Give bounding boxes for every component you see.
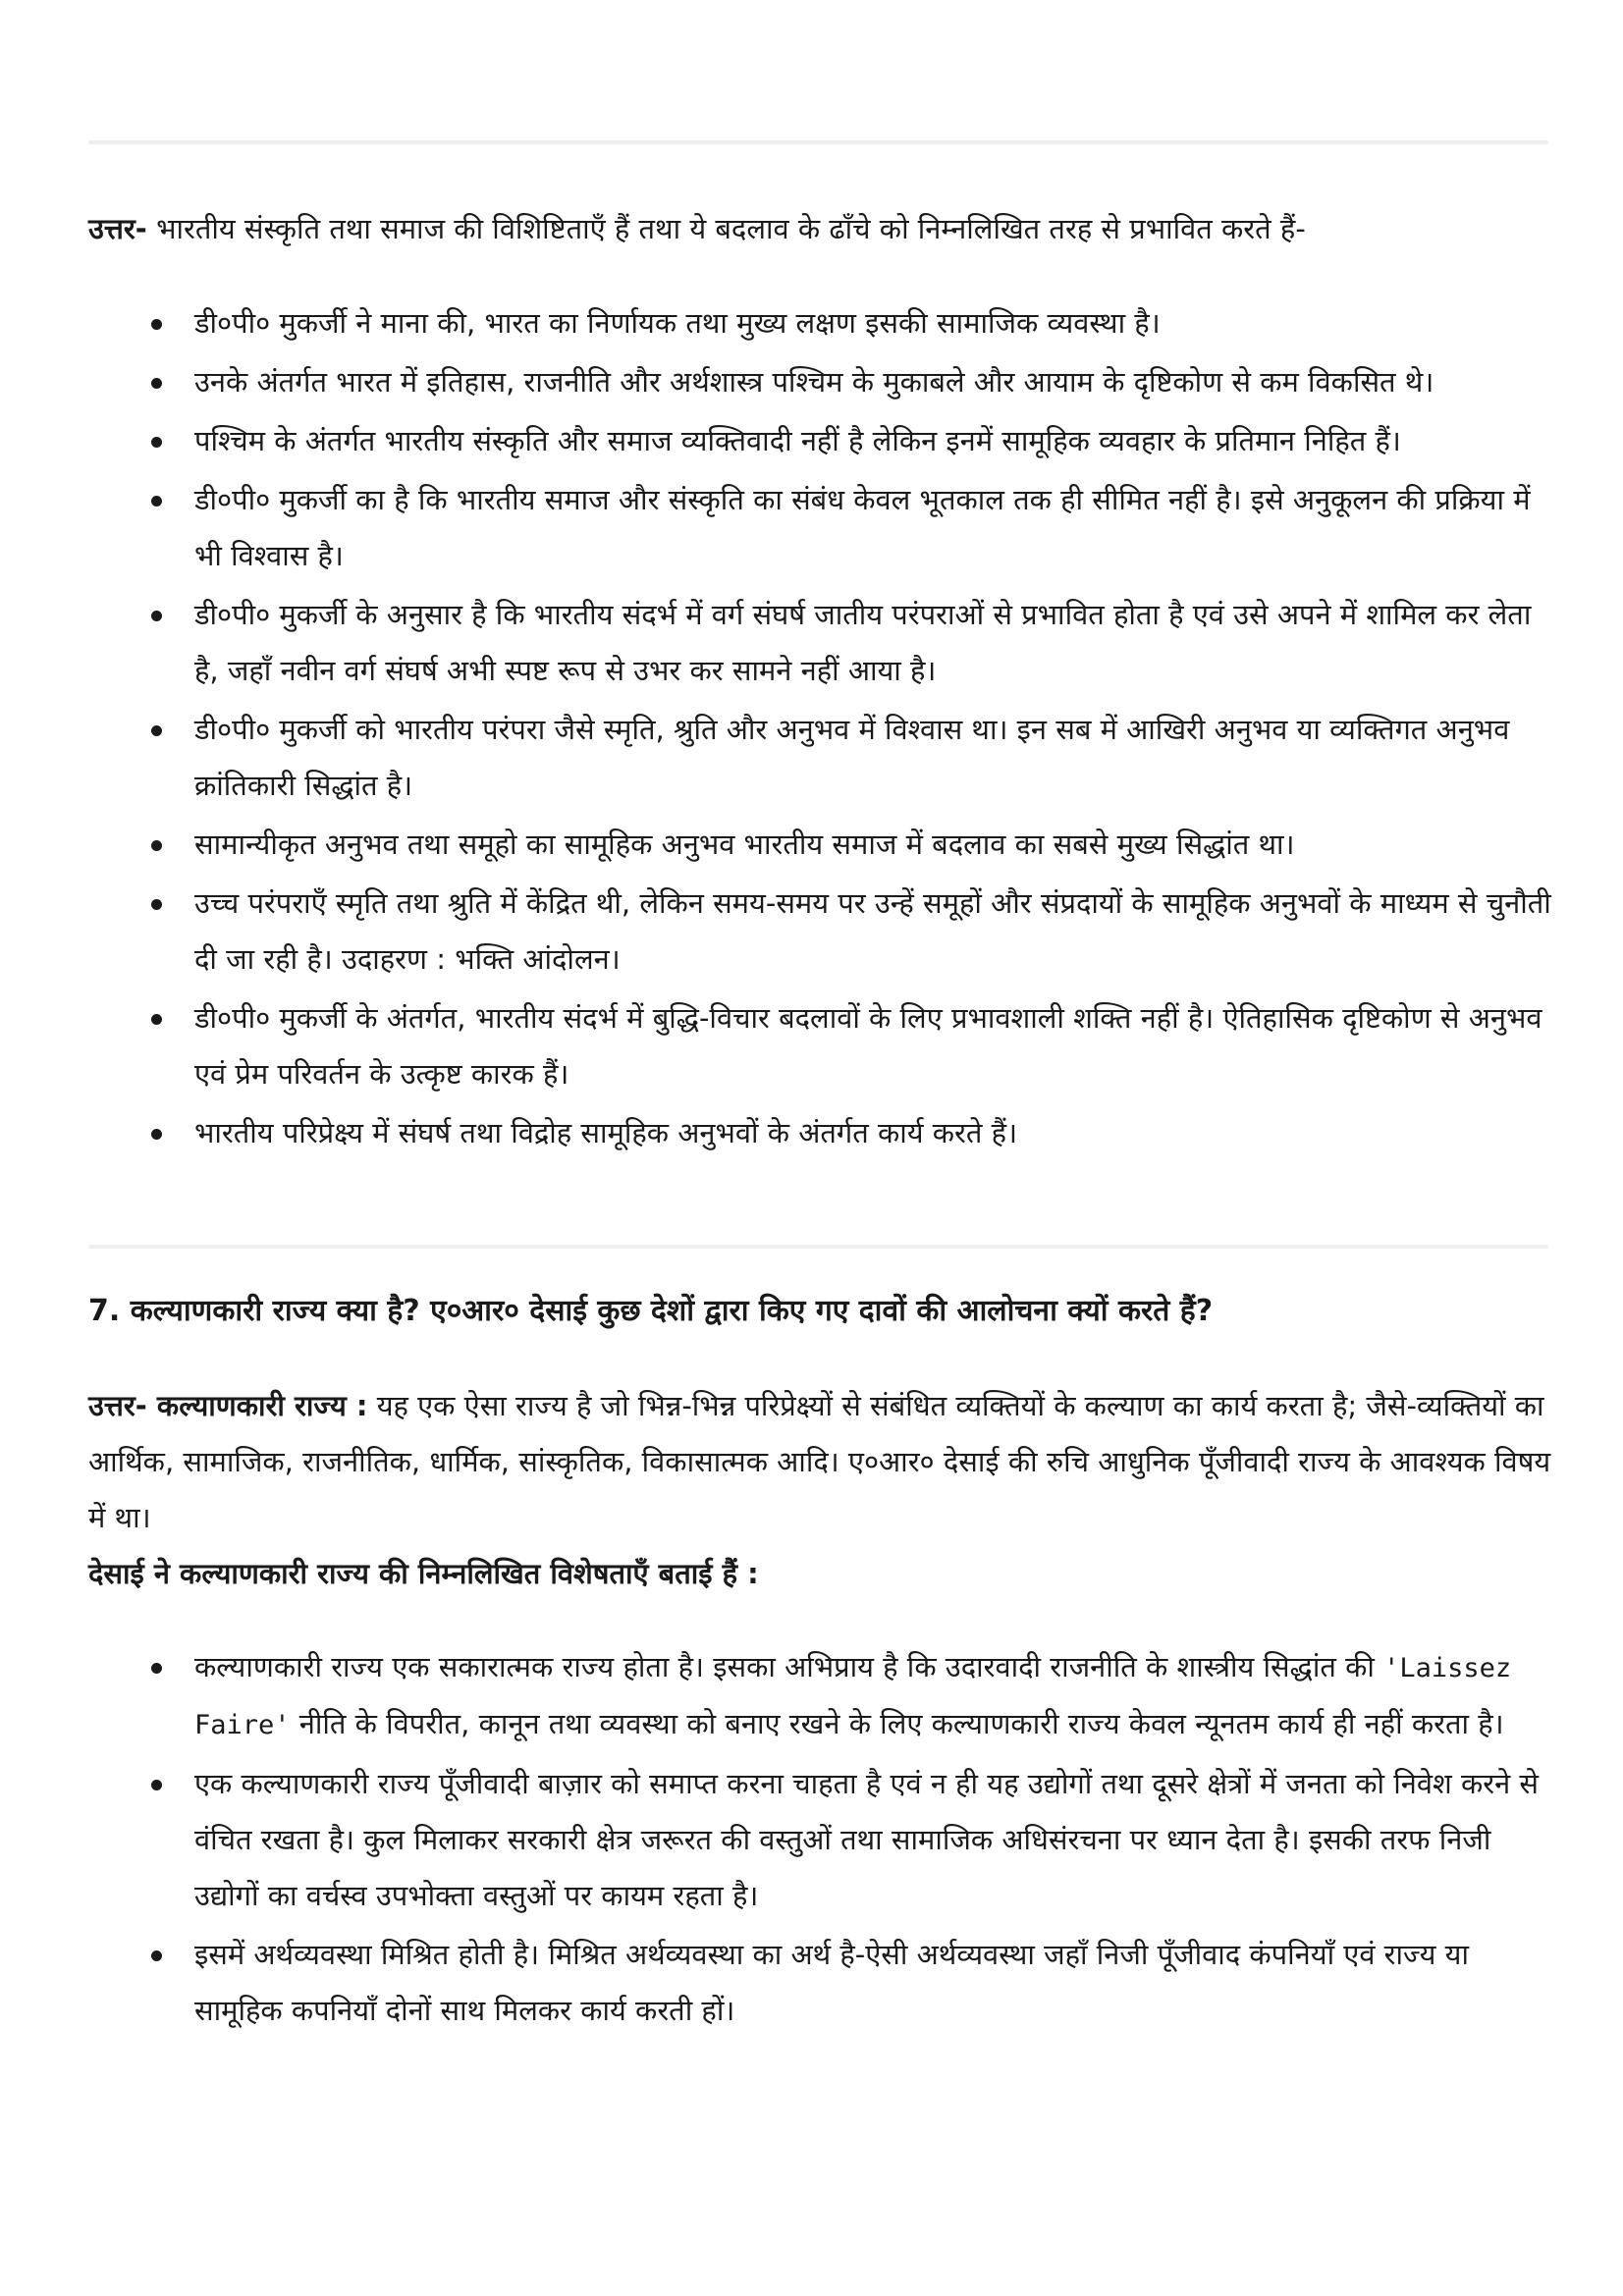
answer-paragraph [88,1378,1551,1546]
list-item: भारतीय परिप्रेक्ष्य में संघर्ष तथा विद्रोह सामूहिक अनुभवों के अंतर्गत कार्य करते हैं। [88,1105,1551,1161]
question-heading: 7. कल्याणकारी राज्य क्या है? ए०आर० देसाई कुछ देशों द्वारा किए गए दावों की आलोचना क्यों करते हैं? [88,1294,1214,1328]
answer-intro [88,201,1551,257]
features-subheading: देसाई ने कल्याणकारी राज्य की निम्नलिखित विशेषताएँ बताई हैं : [88,1557,759,1590]
answer-block [88,1378,1551,1602]
list-item: इसमें अर्थव्यवस्था मिश्रित होती है। मिश्रित अर्थव्यवस्था का अर्थ है-ऐसी अर्थव्यवस्था जहाँ निजी पूँजीवाद कंपनियाँ एवं राज्य या सामूहिक कपनियाँ दोनों साथ मिलकर कार्य करती हों। [88,1927,1551,2039]
list-item: कल्याणकारी राज्य एक सकारात्मक राज्य होता है। इसका अभिप्राय है कि उदारवादी राजनीति के शास्त्रीय सिद्धांत की 'Laissez Faire' नीति के विपरीत, कानून तथा व्यवस्था को बनाए रखने के लिए कल्याणकारी राज्य केवल न्यूनतम कार्य ही नहीं करता है। [88,1639,1551,1753]
list-item: सामान्यीकृत अनुभव तथा समूहो का सामूहिक अनुभव भारतीय समाज में बदलाव का सबसे मुख्य सिद्धांत था। [88,817,1551,873]
list-item: डी०पी० मुकर्जी को भारतीय परंपरा जैसे स्मृति, श्रुति और अनुभव में विश्वास था। इन सब में आखिरी अनुभव या व्यक्तिगत अनुभव क्रांतिकारी सिद्धांत है। [88,702,1551,814]
laissez-faire-term: 'Laissez Faire' [194,1653,1512,1740]
list-item: डी०पी० मुकर्जी का है कि भारतीय समाज और संस्कृति का संबंध केवल भूतकाल तक ही सीमित नहीं है। इसे अनुकूलन की प्रक्रिया में भी विश्वास है। [88,472,1551,584]
answer-text: यह एक ऐसा राज्य है जो भिन्न-भिन्न परिप्रेक्ष्यों से संबंधित व्यक्तियों के कल्याण का कार्य करता है; जैसे-व्यक्तियों का आर्थिक, सामाजिक, राजनीतिक, धार्मिक, सांस्कृतिक, विकासात्मक आदि। ए०आर० देसाई की रुचि आधुनिक पूँजीवादी राज्य के आवश्यक विषय में था। [88,1389,1551,1534]
list-item: डी०पी० मुकर्जी ने माना की, भारत का निर्णायक तथा मुख्य लक्षण इसकी सामाजिक व्यवस्था है। [88,295,1551,351]
list-item: उच्च परंपराएँ स्मृति तथा श्रुति में केंद्रित थी, लेकिन समय-समय पर उन्हें समूहों और संप्रदायों के सामूहिक अनुभवों के माध्यम से चुनौती दी जा रही है। उदाहरण : भक्ति आंदोलन। [88,876,1551,988]
top-divider [88,140,1548,144]
answer-label: उत्तर- कल्याणकारी राज्य : [88,1389,368,1422]
section-divider [88,1245,1548,1249]
answer-intro-text: भारतीय संस्कृति तथा समाज की विशिष्टिताएँ हैं तथा ये बदलाव के ढाँचे को निम्नलिखित तरह से प्रभावित करते हैं- [156,212,1306,245]
list-item: पश्चिम के अंतर्गत भारतीय संस्कृति और समाज व्यक्तिवादी नहीं है लेकिन इनमें सामूहिक व्यवहार के प्रतिमान निहित हैं। [88,413,1551,469]
list-item: डी०पी० मुकर्जी के अंतर्गत, भारतीय संदर्भ में बुद्धि-विचार बदलावों के लिए प्रभावशाली शक्ति नहीं है। ऐतिहासिक दृष्टिकोण से अनुभव एवं प्रेम परिवर्तन के उत्कृष्ट कारक हैं। [88,990,1551,1102]
bullet-list-mukerji [88,295,1551,1164]
bullet-list-welfare-state [88,1639,1551,2042]
list-item: उनके अंतर्गत भारत में इतिहास, राजनीति और अर्थशास्त्र पश्चिम के मुकाबले और आयाम के दृष्टिकोण से कम विकसित थे। [88,354,1551,410]
answer-label: उत्तर- [88,212,147,245]
list-item: डी०पी० मुकर्जी के अनुसार है कि भारतीय संदर्भ में वर्ग संघर्ष जातीय परंपराओं से प्रभावित होता है एवं उसे अपने में शामिल कर लेता है, जहाँ नवीन वर्ग संघर्ष अभी स्पष्ट रूप से उभर कर सामने नहीं आया है। [88,587,1551,699]
list-item: एक कल्याणकारी राज्य पूँजीवादी बाज़ार को समाप्त करना चाहता है एवं न ही यह उद्योगों तथा दूसरे क्षेत्रों में जनता को निवेश करने से वंचित रखता है। कुल मिलाकर सरकारी क्षेत्र जरूरत की वस्तुओं तथा सामाजिक अधिसंरचना पर ध्यान देता है। इसकी तरफ निजी उद्योगों का वर्चस्व उपभोक्ता वस्तुओं पर कायम रहता है। [88,1756,1551,1924]
